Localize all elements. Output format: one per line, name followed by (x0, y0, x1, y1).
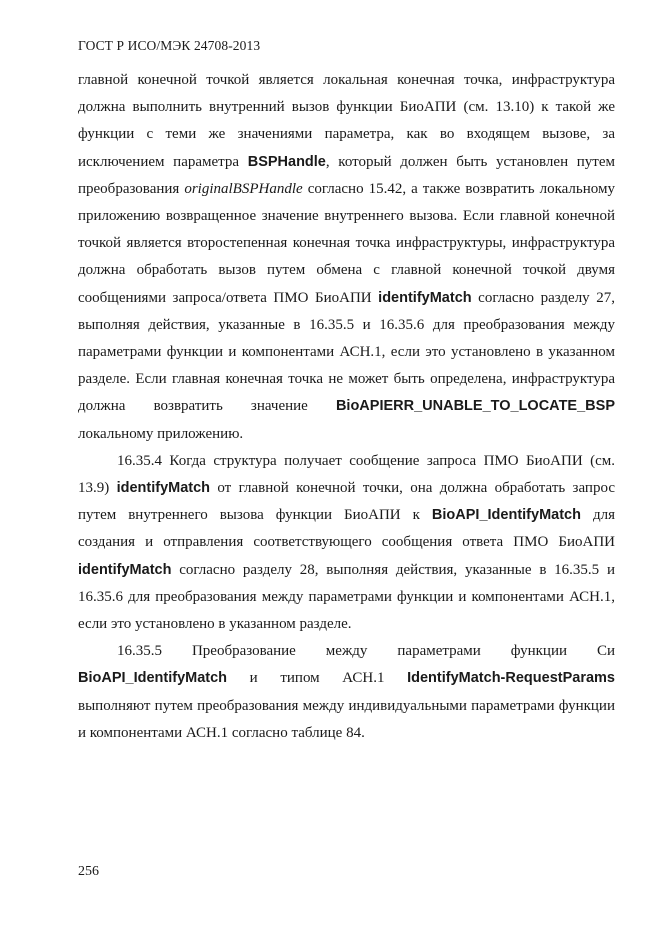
italic-term: originalBSPHandle (184, 180, 303, 197)
code-term: BSPHandle (247, 153, 326, 170)
text-run: согласно разделу 28, выполняя действия, указанные в 16.35.5 и 16.35.6 для преобразования между параметрами функции и компонентами АСН.1, если это установлено в указанном разделе. (78, 561, 615, 633)
text-run: 16.35.4 Когда структура получает сообщение запроса ПМО БиоАПИ (см. 13.9) (78, 452, 615, 497)
text-run: для создания и отправления соответствующего сообщения ответа ПМО БиоАПИ (78, 507, 615, 551)
text-run: согласно 15.42, а также возвратить локальному приложению возвращенное значение внутреннего вызова. Если главной конечной точкой является второстепенная конечная точка инфраструктуры, инфраструктура должна обработать вызов путем обмена с главной конечной точкой двумя сообщениями запроса/ответа ПМО БиоАПИ (78, 180, 615, 306)
document-header: ГОСТ Р ИСО/МЭК 24708-2013 (78, 38, 261, 53)
text-run: выполняют путем преобразования между индивидуальными параметрами функции и компонентами АСН.1 согласно таблице 84. (78, 697, 615, 741)
paragraph-16-35-4 (78, 448, 615, 638)
text-run: от главной конечной точки, она должна обработать запрос путем внутреннего вызова функции БиоАПИ к (78, 480, 615, 524)
text-run: и типом АСН.1 (227, 670, 408, 687)
code-term: BioAPI_IdentifyMatch (78, 670, 228, 687)
paragraph-continuation (78, 67, 615, 448)
code-term: IdentifyMatch-RequestParams (407, 670, 615, 687)
code-term: identifyMatch (378, 289, 472, 306)
text-run: 16.35.5 Преобразование между параметрами функции Си (117, 643, 615, 660)
text-run: согласно разделу 27, выполняя действия, указанные в 16.35.5 и 16.35.6 для преобразования между параметрами функции и компонентами АСН.1, если это установлено в указанном разделе. Если главная конечная точка не может быть определена, инфраструктура должна возвратить значение (78, 289, 615, 415)
page-number: 256 (78, 864, 99, 879)
text-run: , который должен быть установлен путем преобразования (78, 153, 615, 197)
code-term: BioAPIERR_UNABLE_TO_LOCATE_BSP (335, 398, 615, 415)
text-run: главной конечной точкой является локальная конечная точка, инфраструктура должна выполнить внутренний вызов функции БиоАПИ (см. 13.10) к такой же функции с теми же значениями параметра, как во входящем вызове, за исключением параметра (78, 72, 615, 170)
body-text (78, 67, 615, 747)
code-term: identifyMatch (116, 480, 211, 497)
code-term: BioAPI_IdentifyMatch (431, 507, 581, 524)
code-term: identifyMatch (78, 561, 172, 578)
paragraph-16-35-5 (78, 638, 615, 747)
text-run: локальному приложению. (78, 425, 244, 442)
